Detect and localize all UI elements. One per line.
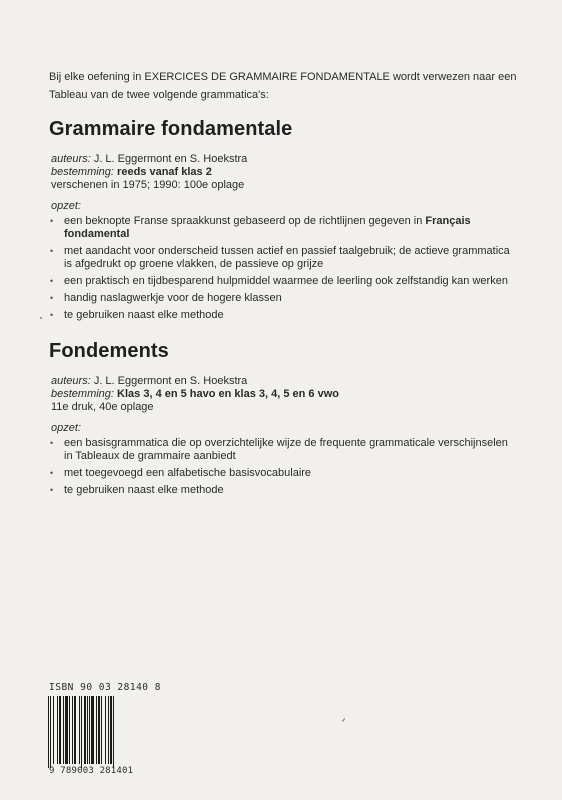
list-item bbox=[49, 215, 519, 241]
bullet-icon: • bbox=[50, 246, 54, 256]
bullet-icon: • bbox=[50, 468, 54, 478]
barcode-bar bbox=[69, 696, 70, 764]
list-item bbox=[49, 437, 519, 463]
list-item bbox=[49, 245, 519, 271]
barcode-bar bbox=[65, 696, 68, 764]
list-item bbox=[49, 275, 519, 288]
barcode-bar bbox=[79, 696, 80, 764]
auteurs-label: auteurs: bbox=[51, 375, 91, 387]
section-title: Grammaire fondamentale bbox=[49, 118, 293, 140]
bullet-icon: • bbox=[50, 293, 54, 303]
isbn-text: ISBN 90 03 28140 8 bbox=[49, 682, 161, 693]
bestemming-label: bestemming: bbox=[51, 166, 114, 178]
bestemming-line bbox=[51, 388, 519, 401]
barcode-bar bbox=[91, 696, 94, 764]
bullet-icon: • bbox=[50, 485, 54, 495]
bullet-icon: • bbox=[50, 438, 54, 448]
barcode-bar bbox=[84, 696, 86, 764]
barcode-bar bbox=[89, 696, 90, 764]
verschenen-line: verschenen in 1975; 1990: 100e oplage bbox=[51, 179, 245, 191]
barcode-bar bbox=[108, 696, 109, 764]
section-title: Fondements bbox=[49, 340, 169, 362]
barcode-bar bbox=[48, 696, 49, 768]
opzet-list bbox=[49, 215, 519, 322]
list-item-text: een praktisch en tijdbesparend hulpmiddel waarmee de leerling ook zelfstandig kan werken bbox=[64, 275, 508, 287]
barcode-bar bbox=[74, 696, 76, 764]
barcode-bar bbox=[101, 696, 102, 764]
barcode-image bbox=[47, 696, 142, 768]
bullet-icon: • bbox=[50, 310, 54, 320]
barcode-bar bbox=[72, 696, 73, 764]
barcode-number: 9 789003 281401 bbox=[49, 766, 134, 776]
opzet-list bbox=[49, 437, 519, 497]
barcode-bar bbox=[110, 696, 112, 764]
opzet-label: opzet: bbox=[51, 200, 81, 212]
barcode-bar bbox=[96, 696, 97, 764]
bullet-icon: • bbox=[50, 216, 54, 226]
barcode-bar bbox=[81, 696, 82, 768]
barcode-bar bbox=[113, 696, 114, 768]
list-item-text: handig naslagwerkje voor de hogere klassen bbox=[64, 292, 282, 304]
druk-line: 11e druk, 40e oplage bbox=[51, 401, 154, 413]
auteurs-value: J. L. Eggermont en S. Hoekstra bbox=[93, 375, 248, 387]
bestemming-value: reeds vanaf klas 2 bbox=[117, 166, 212, 178]
meta-block bbox=[51, 375, 519, 414]
bullet-icon: • bbox=[50, 276, 54, 286]
list-item-bold: Français fondamental bbox=[64, 215, 471, 240]
auteurs-label: auteurs: bbox=[51, 153, 91, 165]
bestemming-line bbox=[51, 166, 519, 179]
list-item-text: te gebruiken naast elke methode bbox=[64, 484, 224, 496]
bestemming-label: bestemming: bbox=[51, 388, 114, 400]
auteurs-line bbox=[51, 375, 519, 388]
list-item-text: met toegevoegd een alfabetische basisvocabulaire bbox=[64, 467, 312, 479]
auteurs-value: J. L. Eggermont en S. Hoekstra bbox=[93, 153, 248, 165]
section-grammaire-fondamentale bbox=[49, 118, 519, 326]
barcode-bar bbox=[63, 696, 64, 764]
list-item bbox=[49, 309, 519, 322]
list-item bbox=[49, 292, 519, 305]
barcode-bar bbox=[57, 696, 58, 764]
bestemming-value: Klas 3, 4 en 5 havo en klas 3, 4, 5 en 6 vwo bbox=[117, 388, 339, 400]
barcode-bar bbox=[50, 696, 51, 768]
intro-text: Bij elke oefening in EXERCICES DE GRAMMAIRE FONDAMENTALE wordt verwezen naar een Tableau van de twee volgende grammatica's: bbox=[49, 71, 517, 101]
mark-decoration bbox=[342, 718, 345, 722]
list-item bbox=[49, 484, 519, 497]
list-item-text: te gebruiken naast elke methode bbox=[64, 309, 224, 321]
barcode-bar bbox=[105, 696, 106, 764]
meta-block bbox=[51, 153, 519, 192]
list-item-text: een basisgrammatica die op overzichtelijke wijze de frequente grammaticale verschijnselen in Tableaux de grammaire aanbiedt bbox=[64, 437, 508, 462]
barcode-bar bbox=[53, 696, 54, 764]
section-fondements bbox=[49, 340, 519, 501]
opzet-label: opzet: bbox=[51, 422, 81, 434]
speck-decoration bbox=[40, 317, 42, 319]
list-item-text: een beknopte Franse spraakkunst gebaseerd op de richtlijnen gegeven in bbox=[64, 215, 426, 227]
list-item bbox=[49, 467, 519, 480]
auteurs-line bbox=[51, 153, 519, 166]
barcode-bar bbox=[98, 696, 100, 764]
list-item-text: met aandacht voor onderscheid tussen actief en passief taalgebruik; de actieve grammatica is afgedrukt op groene vlakken, de passieve op grijze bbox=[64, 245, 510, 270]
barcode-bar bbox=[87, 696, 88, 764]
barcode-bar bbox=[59, 696, 61, 764]
